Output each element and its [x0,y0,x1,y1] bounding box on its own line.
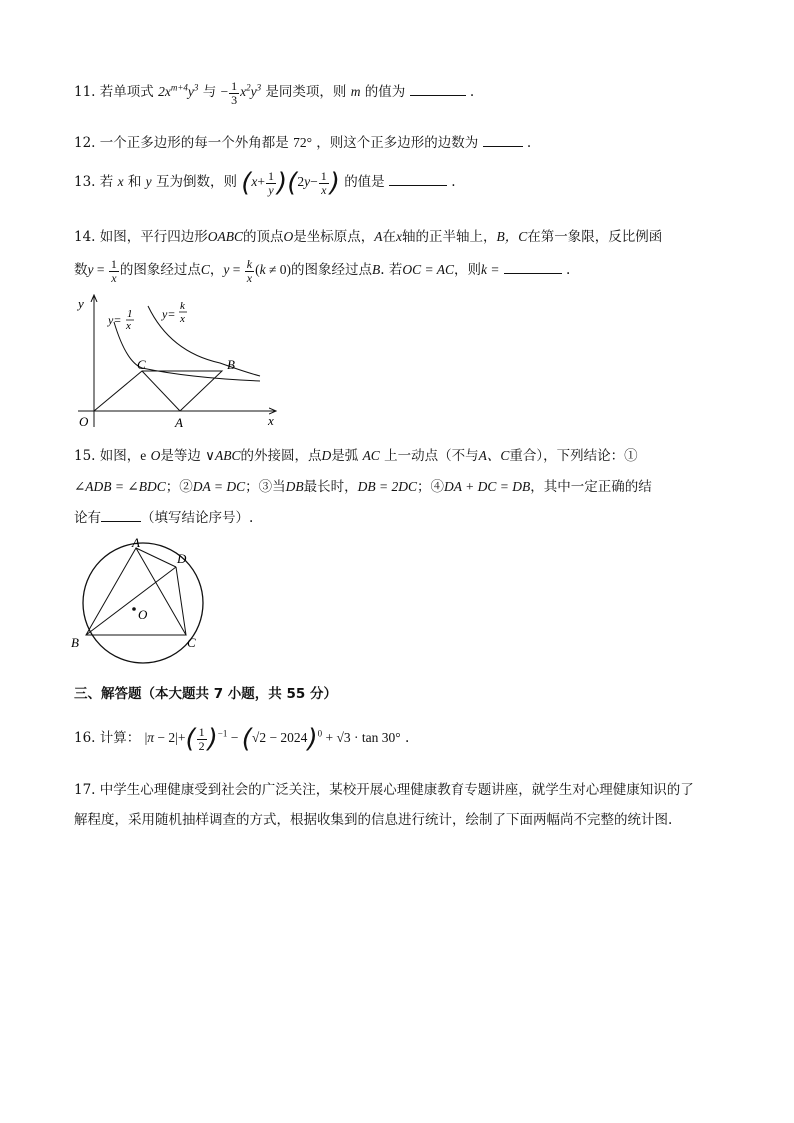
q15-text: ，其中一定正确的结 [530,479,652,495]
question-number: 16. [74,730,96,747]
q15-text: ；④ [416,479,444,495]
question-14-line-2: 数y = $\frac{1}{x}$ 的图象经过点C，y = $\frac{k}{x}$ (k ≠ 0)的图象经过点B. 若OC = AC，则k = . [74,257,571,285]
q15-segment: DB [285,479,304,494]
conclusion-3: DB = 2DC [357,479,417,494]
q13-text-3: 互为倒数，则 [155,174,237,191]
q14-condition: OC = AC [402,262,454,278]
label-y: y [78,296,84,311]
label-c: C [137,357,146,372]
q14-text: 是坐标原点， [293,229,375,245]
q15-points: A、C [478,448,510,463]
q11-period: . [469,84,475,101]
question-17-line-2 [74,808,672,828]
q14-point: A [374,229,383,244]
q14-text: 在第一象限，反比例函 [527,229,663,245]
label-a: A [132,535,140,550]
question-15-line-2 [74,475,652,495]
q13-period: . [451,174,456,191]
q14-text: 数 [74,262,88,279]
q14-text: 的顶点 [243,229,284,245]
curve-2-label: y= [162,307,176,321]
q15-arc: AC [362,448,380,463]
q17-text: 中学生心理健康受到社会的广泛关注，某校开展心理健康教育专题讲座，就学生对心理健康知识的了 [99,782,694,798]
question-number: 13. [74,174,96,191]
curve-1-over-x [114,322,260,381]
question-12 [74,131,531,151]
conclusion-4: DA + DC = DB [443,479,531,494]
q14-parallelogram: OABC [207,229,244,244]
curve-1-numerator: 1 [127,308,133,320]
question-16 [74,724,409,754]
q11-text-2: 与 [202,84,217,101]
q13-var-y: y [145,174,152,190]
segment-dc [176,567,186,635]
q13-text-2: 和 [127,174,142,191]
q12-period: . [526,135,532,151]
curve-2-numerator: k [180,300,185,312]
question-11 [74,80,474,106]
figure-15-circle [66,535,216,665]
question-13 [74,168,456,198]
label-b: B [71,635,79,650]
answer-blank [410,83,466,96]
q14-text: 轴的正半轴上， [402,229,497,245]
q13-text-1: 若 [99,174,114,191]
q16-text: 计算： [99,730,141,747]
q12-angle: 72° [293,135,312,150]
question-number: 14. [74,229,96,245]
q16-period: . [404,730,410,747]
q14-func-1: y = $\frac{1}{x}$ [87,257,117,285]
q15-text: 的外接圆，点 [240,448,322,464]
q15-text: 重合），下列结论：① [509,448,638,464]
q15-point: O [150,448,161,463]
q15-text: ；③当 [245,479,286,495]
q11-monomial-2: − $\frac{1}{3}$ $x^2y^3$ [220,79,262,107]
label-d: D [177,551,187,566]
q15-text: 论有 [74,510,101,526]
q14-text: . 若 [380,262,403,279]
q11-monomial-1: $2x^{m+4}y^3$ [158,82,199,100]
q11-text-3: 是同类项，则 [265,84,347,101]
q14-text: ，则 [453,262,481,279]
q13-expression: (x+ $\frac{1}{y}$ )(2y− $\frac{1}{x}$ ) [241,168,340,198]
q14-points: B，C [496,229,528,244]
curve-1-label: y= [108,313,122,327]
label-a: A [175,415,183,430]
question-number: 11. [74,84,96,101]
section-heading: 三、解答题（本大题共 7 小题，共 55 分） [74,686,337,702]
center-point [132,607,136,611]
q11-variable: m [350,84,361,100]
curve-2-denominator: x [180,313,185,325]
q15-circle-symbol: e [140,448,147,463]
q14-k: k = [480,262,500,278]
segment-ac [142,371,180,411]
q15-text: 是等边 [160,448,201,464]
segment-bd [86,567,176,635]
q12-text-1: 一个正多边形的每一个外角都是 [99,135,289,151]
q11-text-4: 的值为 [364,84,406,101]
answer-blank [483,134,523,147]
q15-text: 最长时， [303,479,358,495]
question-number: 12. [74,135,96,151]
q14-point: B [372,262,381,278]
question-number: 15. [74,448,96,464]
q15-text: 上一动点（不与 [384,448,479,464]
conclusion-2: DA = DC [192,479,246,494]
question-17-line-1 [74,778,694,798]
answer-blank [504,261,562,274]
curve-1-denominator: x [126,320,131,332]
q15-triangle: ABC [215,448,241,463]
figure-14-graph [70,292,285,432]
q11-text-1: 若单项式 [99,84,154,101]
label-c: C [187,635,196,650]
q15-point: D [321,448,332,463]
label-x: x [268,413,274,428]
q13-text-4: 的值是 [344,174,385,191]
conclusion-1: ∠ADB = ∠BDC [74,479,166,494]
label-o: O [138,607,148,622]
label-o: O [79,414,89,429]
q14-text: 在 [382,229,397,245]
question-number: 17. [74,782,96,798]
q15-text: 如图， [99,448,141,464]
answer-blank [101,509,141,522]
q17-text: 解程度，采用随机抽样调查的方式，根据收集到的信息进行统计，绘制了下面两幅尚不完整的统计图. [74,812,673,828]
answer-blank [389,173,447,186]
q14-axis: x [396,229,403,244]
q15-text: ；② [165,479,193,495]
label-b: B [227,357,235,372]
q14-period: . [566,262,571,279]
question-14-line-1 [74,225,662,245]
question-15-line-1: 15. 如图，e O是等边 ∨ABC的外接圆，点D是弧 AC 上一动点（不与A、C重合），下列结论：① [74,448,638,464]
q16-expression: |π − 2|+( $\frac{1}{2}$ )$^{-1} - (√2 - 2024)^0 + √3 \cdot \tan 30^\circ$ [144,724,401,754]
q12-text-2: ，则这个正多边形的边数为 [316,135,479,151]
q14-text: 如图，平行四边形 [99,229,208,245]
q13-var-x: x [117,174,124,190]
q15-text: 是弧 [331,448,359,464]
q14-text: 的图象经过点 [291,262,372,279]
q14-text: 的图象经过点 [119,262,201,279]
question-15-line-3 [74,506,253,526]
q14-point: O [283,229,294,244]
q14-point: C [200,262,210,278]
q15-text: （填写结论序号）. [141,510,254,526]
q14-func-2: y = $\frac{k}{x}$ (k ≠ 0) [223,257,291,285]
